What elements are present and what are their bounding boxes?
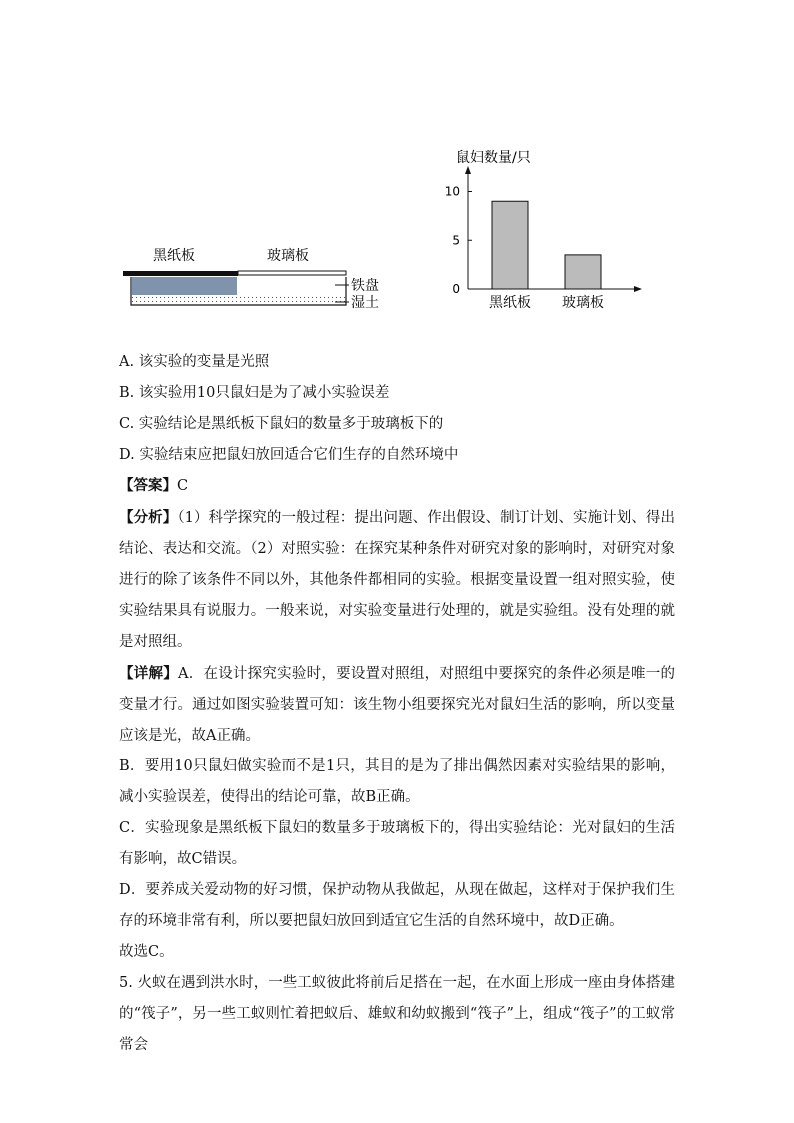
shaded-region xyxy=(132,277,237,295)
detail-d-paragraph: D．要养成关爱动物的好习惯，保护动物从我做起，从现在做起，这样对于保护我们生存的环境非常有利，所以要把鼠妇放回到适宜它生活的自然环境中，故D正确。 xyxy=(119,882,675,929)
question-5-paragraph: 5. 火蚁在遇到洪水时，一些工蚁彼此将前后足搭在一起，在水面上形成一座由身体搭建的“筏子”，另一些工蚁则忙着把蚁后、雄蚁和幼蚁搬到“筏子”上，组成“筏子”的工蚁常常会 xyxy=(119,975,675,1053)
glass-board xyxy=(238,271,346,275)
answer-line xyxy=(119,476,188,496)
option-a: A. 该实验的变量是光照 xyxy=(119,354,270,370)
analysis-text: （1）科学探究的一般过程：提出问题、作出假设、制订计划、实施计划、得出结论、表达和交流。（2）对照实验：在探究某种条件对研究对象的影响时，对研究对象进行的除了该条件不同以外，其他条件都相同的实验。根据变量设置一组对照实验，使实验结果具有说服力。一般来说，对实验变量进行处理的，就是实验组。没有处理的就是对照组。 xyxy=(119,510,675,650)
detail-a-paragraph xyxy=(119,658,675,752)
detail-c-paragraph: C．实验现象是黑纸板下鼠妇的数量多于玻璃板下的，得出实验结论：光对鼠妇的生活有影响，故C错误。 xyxy=(119,820,675,867)
label-glass-board: 玻璃板 xyxy=(267,248,309,264)
x-tick-label: 黑纸板 xyxy=(489,295,531,311)
detail-a-text: A．在设计探究实验时，要设置对照组，对照组中要探究的条件必须是唯一的变量才行。通过如图实验装置可知：该生物小组要探究光对鼠妇生活的影响，所以变量应该是光，故A正确。 xyxy=(119,666,676,744)
answer-tag: 【答案】 xyxy=(119,477,177,494)
x-tick-label: 玻璃板 xyxy=(562,295,604,311)
bar xyxy=(492,201,528,289)
detail-b-paragraph: B．要用10只鼠妇做实验而不是1只，其目的是为了排出偶然因素对实验结果的影响，减小实验误差，使得出的结论可靠，故B正确。 xyxy=(119,758,675,805)
answer-value: C xyxy=(177,478,189,494)
label-iron-tray: 铁盘 xyxy=(351,278,379,294)
y-tick-label: 5 xyxy=(452,233,460,248)
analysis-tag: 【分析】 xyxy=(119,509,178,526)
x-axis-arrow xyxy=(634,286,642,292)
wet-soil xyxy=(132,295,345,305)
y-axis-arrow xyxy=(465,166,471,174)
detail-tag: 【详解】 xyxy=(119,665,178,682)
option-c: C. 实验结论是黑纸板下鼠妇的数量多于玻璃板下的 xyxy=(119,416,444,432)
detail-conclusion: 故选C。 xyxy=(119,944,174,960)
black-paper-board xyxy=(123,271,238,276)
bar xyxy=(565,255,601,289)
analysis-paragraph xyxy=(119,502,675,658)
option-d: D. 实验结束应把鼠妇放回适合它们生存的自然环境中 xyxy=(119,447,459,463)
label-black-board: 黑纸板 xyxy=(153,248,195,264)
chart-y-axis-label: 鼠妇数量/只 xyxy=(456,150,531,166)
apparatus-diagram xyxy=(115,240,379,315)
y-tick-label: 10 xyxy=(444,184,460,199)
label-wet-soil: 湿土 xyxy=(351,295,379,311)
y-tick-label: 0 xyxy=(452,282,460,296)
option-b: B. 该实验用10只鼠妇是为了减小实验误差 xyxy=(119,385,390,401)
bar-chart xyxy=(440,142,660,317)
